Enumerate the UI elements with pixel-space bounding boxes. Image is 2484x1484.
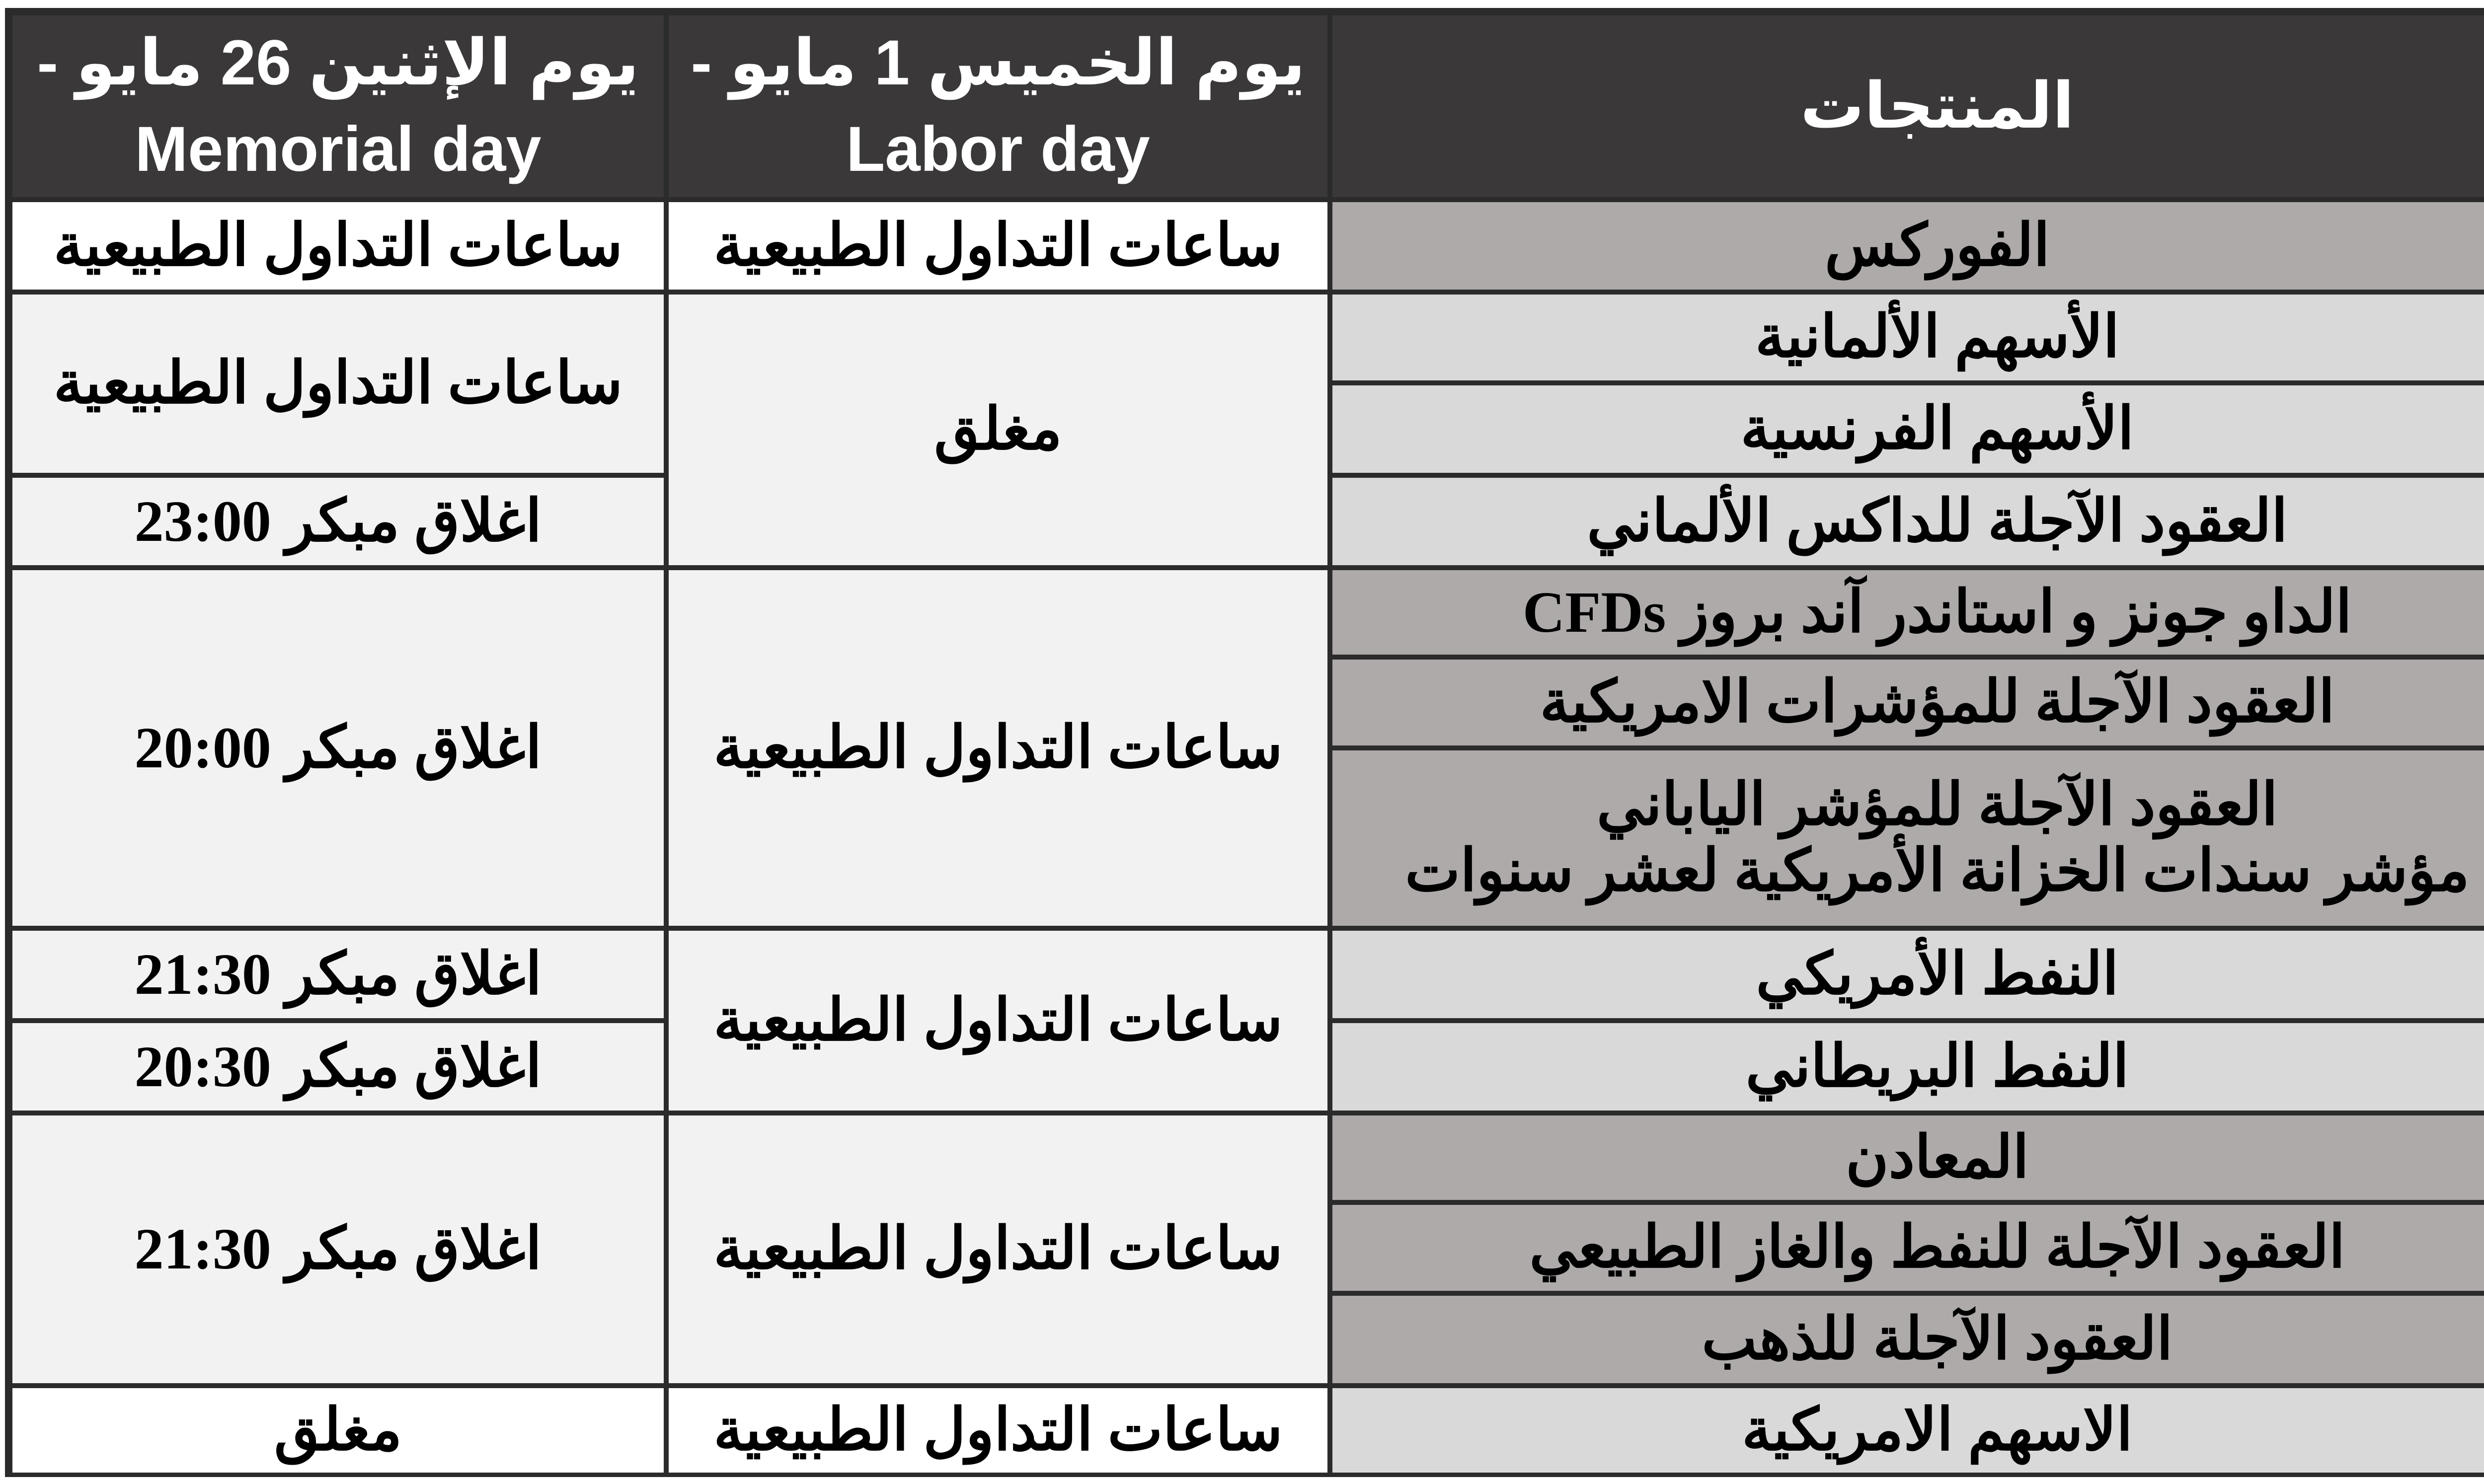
product-cell: العقود الآجلة للنفط والغاز الطبيعي	[1330, 1202, 2484, 1293]
memorial-cell: اغلاق مبكر 21:30	[10, 928, 666, 1021]
table-row	[10, 568, 2484, 657]
labor-cell: مغلق	[666, 292, 1330, 568]
table-row	[10, 1113, 2484, 1202]
memorial-cell: ساعات التداول الطبيعية	[10, 200, 666, 292]
table-row	[10, 928, 2484, 1021]
product-cell: الأسهم الفرنسية	[1330, 383, 2484, 475]
product-line: العقود الآجلة للمؤشر الياباني	[1596, 772, 2278, 838]
products-header: المنتجات	[1330, 13, 2484, 200]
labor-cell: ساعات التداول الطبيعية	[666, 928, 1330, 1113]
product-line: مؤشر سندات الخزانة الأمريكية لعشر سنوات	[1405, 838, 2470, 903]
product-cell: الفوركس	[1330, 200, 2484, 292]
labor-day-header-english: Labor day	[846, 114, 1150, 185]
memorial-day-header	[10, 13, 666, 200]
memorial-cell: مغلق	[10, 1386, 666, 1475]
labor-day-header-arabic: يوم الخميس 1 مايو -	[691, 27, 1306, 98]
product-cell: النفط الأمريكي	[1330, 928, 2484, 1021]
labor-cell: ساعات التداول الطبيعية	[666, 1113, 1330, 1386]
table-row	[10, 200, 2484, 292]
product-cell: العقود الآجلة للداكس الألماني	[1330, 475, 2484, 568]
memorial-day-header-english: Memorial day	[135, 114, 542, 185]
labor-cell: ساعات التداول الطبيعية	[666, 568, 1330, 928]
product-cell: النفط البريطاني	[1330, 1021, 2484, 1113]
table-row	[10, 1386, 2484, 1475]
product-cell: العقود الآجلة للمؤشرات الامريكية	[1330, 657, 2484, 748]
product-cell: الداو جونز و استاندر آند بروز CFDs	[1330, 568, 2484, 657]
memorial-cell: اغلاق مبكر 21:30	[10, 1113, 666, 1386]
memorial-cell: اغلاق مبكر 20:30	[10, 1021, 666, 1113]
table-row	[10, 292, 2484, 383]
memorial-cell: اغلاق مبكر 23:00	[10, 475, 666, 568]
product-cell: الأسهم الألمانية	[1330, 292, 2484, 383]
memorial-day-header-arabic: يوم الإثنين 26 مايو -	[37, 27, 639, 98]
labor-cell: ساعات التداول الطبيعية	[666, 1386, 1330, 1475]
holiday-trading-hours-table	[5, 8, 2484, 1477]
labor-day-header	[666, 13, 1330, 200]
header-row	[10, 13, 2484, 200]
memorial-cell: ساعات التداول الطبيعية	[10, 292, 666, 475]
product-cell: المعادن	[1330, 1113, 2484, 1202]
product-cell: الاسهم الامريكية	[1330, 1386, 2484, 1475]
schedule-table	[10, 13, 2484, 1475]
product-cell	[1330, 748, 2484, 928]
memorial-cell: اغلاق مبكر 20:00	[10, 568, 666, 928]
labor-cell: ساعات التداول الطبيعية	[666, 200, 1330, 292]
product-cell: العقود الآجلة للذهب	[1330, 1293, 2484, 1386]
